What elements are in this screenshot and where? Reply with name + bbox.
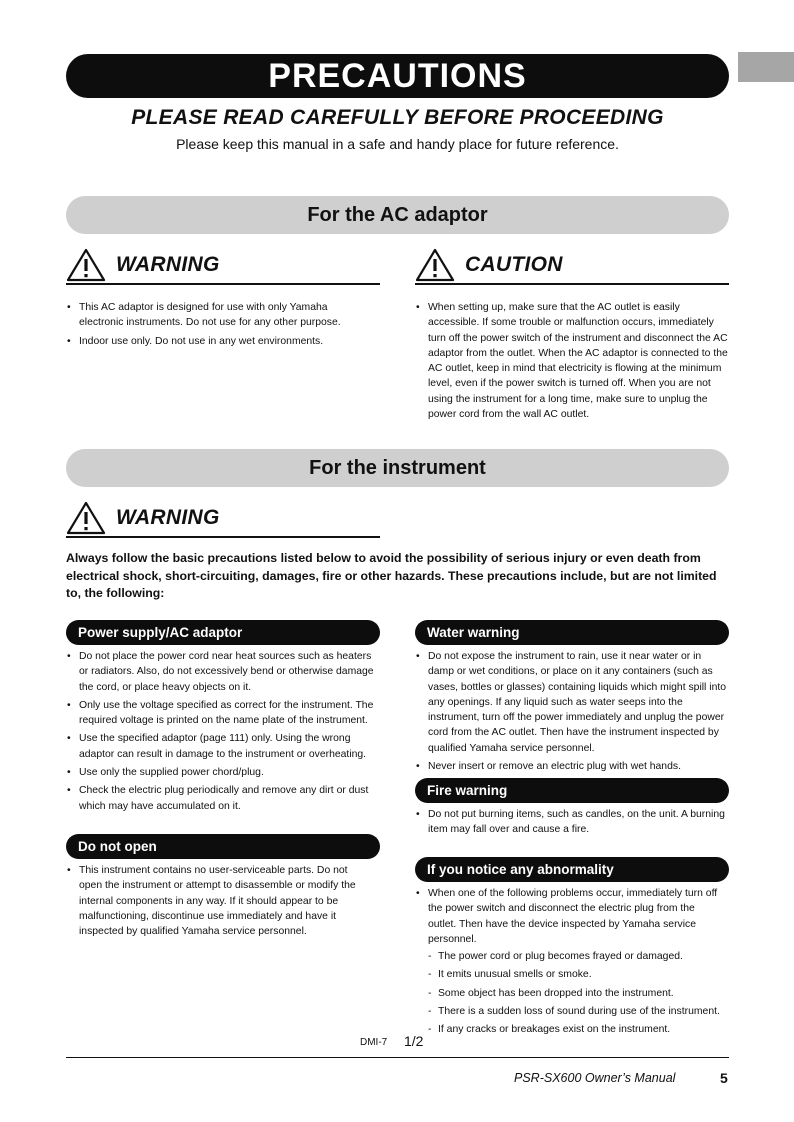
water-warning-title: Water warning (427, 625, 520, 640)
do-not-open-list (66, 863, 366, 942)
abnormality-list (415, 886, 720, 1041)
sub-list-item: - The power cord or plug becomes frayed or damaged. (428, 949, 720, 964)
list-item: • Use only the supplied power chord/plug. (66, 765, 380, 780)
list-item: • Check the electric plug periodically and remove any dirt or dust which may have accumulated on it. (66, 783, 380, 814)
page-number: 5 (720, 1070, 728, 1086)
list-item: • This AC adaptor is designed for use with only Yamaha electronic instruments. Do not use for any other purpose. (66, 300, 366, 331)
do-not-open-heading (66, 834, 380, 859)
water-warning-list (415, 649, 729, 777)
sub-list-item: - It emits unusual smells or smoke. (428, 967, 720, 982)
fire-warning-title: Fire warning (427, 783, 508, 798)
list-item (415, 886, 720, 1038)
section-ac-adaptor (66, 196, 729, 234)
manual-title: PSR-SX600 Owner’s Manual (514, 1071, 676, 1085)
warning-triangle-icon (66, 501, 106, 535)
caution-triangle-icon (415, 248, 455, 282)
dmi-code: DMI-7 (360, 1037, 388, 1048)
power-supply-list (66, 649, 380, 817)
sub-list-item: - If any cracks or breakages exist on the instrument. (428, 1022, 720, 1037)
list-item: • Only use the voltage specified as correct for the instrument. The required voltage is printed on the name plate of the instrument. (66, 698, 380, 729)
list-item: • Do not place the power cord near heat sources such as heaters or radiators. Also, do not excessively bend or otherwise damage the cord, or place heavy objects on it. (66, 649, 380, 695)
power-supply-heading (66, 620, 380, 645)
abnormality-title: If you notice any abnormality (427, 862, 614, 877)
side-tab (738, 52, 794, 82)
warning-triangle-icon (66, 248, 106, 282)
list-item: • Use the specified adaptor (page 111) only. Using the wrong adaptor can result in damage to the instrument or overheating. (66, 731, 380, 762)
fire-warning-heading (415, 778, 729, 803)
warning-intro: Always follow the basic precautions listed below to avoid the possibility of serious injury or even death from electrical shock, short-circuiting, damages, fire or other hazards. These precautions include, but are not limited to, the following: (66, 551, 717, 600)
list-item: • When setting up, make sure that the AC outlet is easily accessible. If some trouble or malfunction occurs, immediately turn off the power switch of the instrument and disconnect the AC adaptor from the outlet. When the AC adaptor is connected to the AC outlet, keep in mind that electricity is flowing at the minimum level, even if the power switch is turned off. When you are not using the instrument for a long time, make sure to unplug the power cord from the wall AC outlet. (415, 300, 729, 422)
section-instrument-title: For the instrument (309, 456, 486, 479)
ac-caution-label: CAUTION (465, 253, 563, 276)
reference-note: Please keep this manual in a safe and handy place for future reference. (176, 136, 619, 152)
page-title-text: PRECAUTIONS (268, 56, 527, 95)
list-item: • This instrument contains no user-serviceable parts. Do not open the instrument or attempt to disassemble or modify the internal components in any way. If it should appear to be malfunctioning, discontinue use immediately and have it inspected by qualified Yamaha service personnel. (66, 863, 366, 939)
sub-list-item: - Some object has been dropped into the instrument. (428, 986, 720, 1001)
ac-warning-label: WARNING (116, 253, 220, 276)
sub-list-item: - There is a sudden loss of sound during use of the instrument. (428, 1004, 720, 1019)
list-item: • Do not put burning items, such as candles, on the unit. A burning item may fall over and cause a fire. (415, 807, 729, 838)
ac-warning-heading (66, 247, 380, 285)
ac-caution-list (415, 300, 729, 425)
ac-warning-list (66, 300, 366, 352)
power-supply-title: Power supply/AC adaptor (78, 625, 243, 640)
instrument-warning-heading (66, 500, 380, 538)
list-item: • Indoor use only. Do not use in any wet environments. (66, 334, 366, 349)
ac-caution-heading (415, 247, 729, 285)
subtitle: PLEASE READ CAREFULLY BEFORE PROCEEDING (131, 106, 664, 129)
abnormality-lead: When one of the following problems occur, immediately turn off the power switch and disconnect the electric plug from the outlet. Then have the device inspected by Yamaha service personnel. (428, 888, 718, 945)
do-not-open-title: Do not open (78, 839, 157, 854)
section-page-fraction: 1/2 (404, 1033, 424, 1049)
page-title (66, 54, 729, 98)
abnormality-sublist (428, 949, 720, 1037)
instrument-warning-label: WARNING (116, 506, 220, 529)
water-warning-heading (415, 620, 729, 645)
footer-divider (66, 1057, 729, 1058)
section-instrument (66, 449, 729, 487)
list-item: • Do not expose the instrument to rain, use it near water or in damp or wet conditions, or place on it any containers (such as vases, bottles or glasses) containing liquids which might spill into any openings. If any liquid such as water seeps into the instrument, turn off the power immediately and unplug the power cord from the AC outlet. Then have the instrument inspected by qualified Yamaha service personnel. (415, 649, 729, 756)
fire-warning-list (415, 807, 729, 841)
list-item: • Never insert or remove an electric plug with wet hands. (415, 759, 729, 774)
section-ac-adaptor-title: For the AC adaptor (307, 203, 488, 226)
abnormality-heading (415, 857, 729, 882)
